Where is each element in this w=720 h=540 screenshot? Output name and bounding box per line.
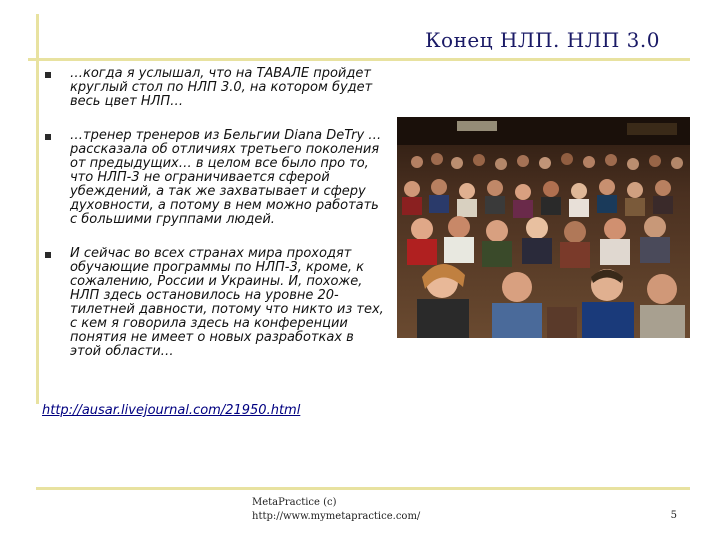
footer-url[interactable]: http://www.mymetapractice.com/ <box>252 511 421 522</box>
footer-divider <box>36 487 690 490</box>
audience-photo-graphic <box>397 117 690 338</box>
bullet-text: …тренер тренеров из Бельгии Diana DeTry … рассказала об отличиях третьего поколения от предыдущих… в целом все было про то, что НЛП-3 не ограничивается сферой убеждений, а так же захватывает и сферу духовности, а потому в нем можно работать с большими группами людей. <box>70 128 382 227</box>
footer <box>252 496 420 524</box>
title-divider <box>28 58 690 61</box>
footer-copyright: MetaPractice (c) <box>252 497 337 508</box>
page-number: 5 <box>670 510 677 521</box>
left-vertical-rule <box>36 14 39 404</box>
bullet-list <box>45 67 385 379</box>
bullet-text: …когда я услышал, что на ТАВАЛЕ пройдет круглый стол по НЛП 3.0, на котором будет весь цвет НЛП… <box>70 66 373 109</box>
source-link[interactable]: http://ausar.livejournal.com/21950.html <box>42 403 301 418</box>
bullet-item <box>45 67 385 109</box>
square-bullet-icon <box>45 134 51 140</box>
square-bullet-icon <box>45 252 51 258</box>
bullet-text: И сейчас во всех странах мира проходят обучающие программы по НЛП-3, кроме, к сожалению, России и Украины. И, похоже, НЛП здесь остановилось на уровне 20-тилетней давности, потому что никто из тех, с кем я говорила здесь на конференции понятия не имеет о новых разработках в этой области… <box>70 246 384 359</box>
bullet-item <box>45 129 385 227</box>
square-bullet-icon <box>45 72 51 78</box>
conference-audience-photo <box>397 117 690 338</box>
bullet-item <box>45 247 385 359</box>
slide-title: Конец НЛП. НЛП 3.0 <box>425 28 660 52</box>
